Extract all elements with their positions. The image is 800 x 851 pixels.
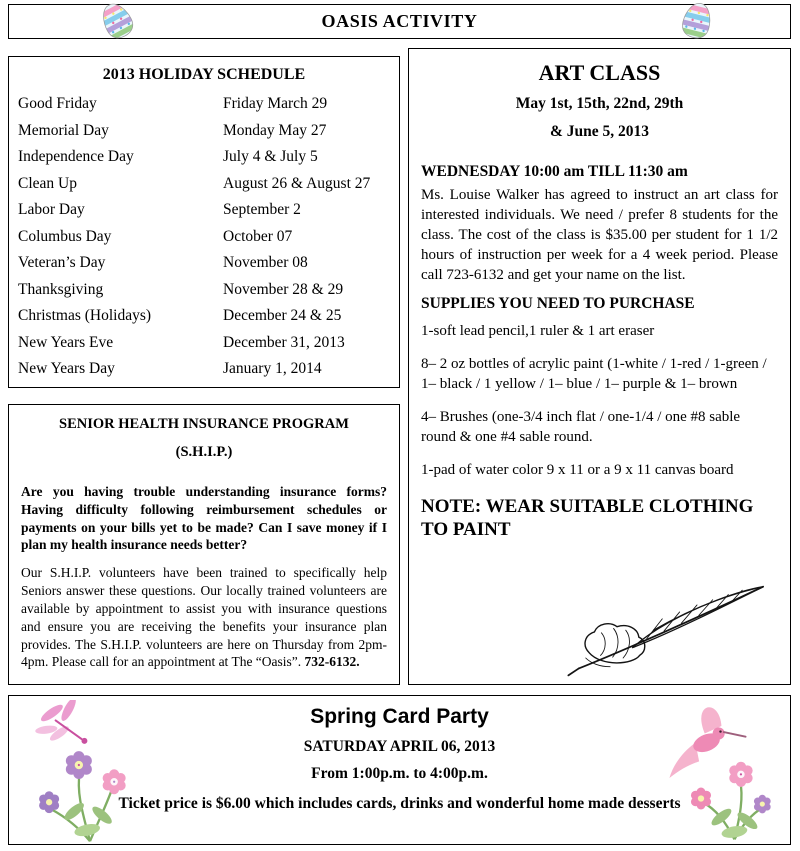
hand-writing-with-quill-illustration: [550, 578, 778, 678]
holiday-row: [15, 356, 393, 383]
ship-questions: Are you having trouble understanding insurance forms? Having difficulty following reimbursement schedules or payments on your bills yet to be made? Can I save money if I plan my health insurance needs better?: [21, 484, 387, 553]
ship-box: [8, 404, 400, 685]
holiday-date: July 4 & July 5: [223, 148, 318, 165]
holiday-row: [15, 118, 393, 145]
holiday-name: Columbus Day: [18, 227, 112, 245]
ship-body-paragraph: [21, 564, 387, 671]
holiday-date: November 28 & 29: [223, 280, 344, 298]
card-party-details: Ticket price is $6.00 which includes cards, drinks and wonderful home made desserts: [118, 795, 681, 812]
holiday-schedule-title: 2013 HOLIDAY SCHEDULE: [102, 66, 306, 83]
holiday-schedule-box: [8, 56, 400, 388]
art-class-note: NOTE: WEAR SUITABLE CLOTHING TO PAINT: [421, 495, 754, 541]
holiday-row: [15, 171, 393, 198]
holiday-name: New Years Day: [18, 360, 115, 377]
holiday-date: November 08: [223, 254, 308, 271]
holiday-date: December 24 & 25: [223, 307, 342, 324]
page-title: OASIS ACTIVITY: [321, 11, 478, 31]
hummingbird-and-flowers-illustration: [644, 700, 784, 844]
holiday-date: Friday March 29: [223, 95, 328, 112]
holiday-row: [15, 224, 393, 251]
ship-body-text: Our S.H.I.P. volunteers have been trained to specifically help Seniors answer these questions. Our locally trained volunteers are available by appointment to assist you with insurance questions and ensure you are receiving the benefits your insurance plan provides. The S.H.I.P. volunteers are here on Thursday from 2pm-4pm. Please call for an appointment at The “Oasis”.: [21, 565, 387, 670]
holiday-row: [15, 303, 393, 330]
holiday-name: Clean Up: [18, 174, 77, 192]
holiday-date: October 07: [223, 227, 293, 245]
holiday-date: September 2: [223, 201, 301, 218]
card-party-date: SATURDAY APRIL 06, 2013: [303, 738, 496, 755]
holiday-date: August 26 & August 27: [223, 174, 371, 192]
supply-item: 1-soft lead pencil,1 ruler & 1 art eraser: [421, 322, 655, 339]
holiday-name: Veteran’s Day: [18, 254, 106, 271]
holiday-row: [15, 91, 393, 118]
holiday-row: [15, 197, 393, 224]
card-party-box: [8, 695, 791, 845]
holiday-name: Independence Day: [18, 148, 134, 165]
ship-title: SENIOR HEALTH INSURANCE PROGRAM: [59, 416, 349, 432]
holiday-row: [15, 144, 393, 171]
holiday-date: Monday May 27: [223, 121, 327, 139]
art-class-description: Ms. Louise Walker has agreed to instruct an art class for interested individuals. We need / prefer 8 students for the class. The cost of the class is $35.00 per student for 1 1/2 hours of instruction per week for a 4 week period. Please call 723-6132 and get your name on the list.: [421, 187, 778, 283]
art-class-time-heading: WEDNESDAY 10:00 am TILL 11:30 am: [421, 163, 688, 180]
holiday-row: [15, 277, 393, 304]
holiday-date: January 1, 2014: [223, 360, 322, 377]
art-class-dates-line-1: May 1st, 15th, 22nd, 29th: [515, 95, 684, 112]
supplies-title: SUPPLIES YOU NEED TO PURCHASE: [421, 294, 695, 312]
holiday-name: New Years Eve: [18, 333, 114, 351]
supply-item: 1-pad of water color 9 x 11 or a 9 x 11 canvas board: [421, 462, 734, 479]
holiday-name: Christmas (Holidays): [18, 307, 152, 324]
supply-item: 4– Brushes (one-3/4 inch flat / one-1/4 / one #8 sable round & one #4 sable round.: [421, 409, 741, 445]
card-party-title: Spring Card Party: [310, 705, 489, 728]
art-class-title: ART CLASS: [538, 60, 661, 85]
ship-subtitle: (S.H.I.P.): [175, 444, 233, 460]
holiday-name: Thanksgiving: [18, 280, 104, 298]
holiday-row: [15, 250, 393, 277]
holiday-name: Good Friday: [18, 95, 97, 112]
ship-phone: 732-6132.: [304, 654, 360, 670]
holiday-name: Memorial Day: [18, 121, 109, 139]
holiday-row: [15, 330, 393, 357]
holiday-date: December 31, 2013: [223, 333, 345, 351]
holiday-name: Labor Day: [18, 201, 85, 218]
art-class-dates-line-2: & June 5, 2013: [549, 123, 650, 140]
supplies-list: [421, 322, 778, 481]
supply-item: 8– 2 oz bottles of acrylic paint (1-white / 1-red / 1-green / 1– black / 1 yellow / 1– blue / 1– purple & 1– brown: [421, 356, 767, 392]
card-party-time: From 1:00p.m. to 4:00p.m.: [311, 765, 488, 782]
art-class-box: [408, 48, 791, 685]
holiday-rows: [15, 91, 393, 383]
dragonfly-and-flowers-illustration: [15, 700, 165, 844]
